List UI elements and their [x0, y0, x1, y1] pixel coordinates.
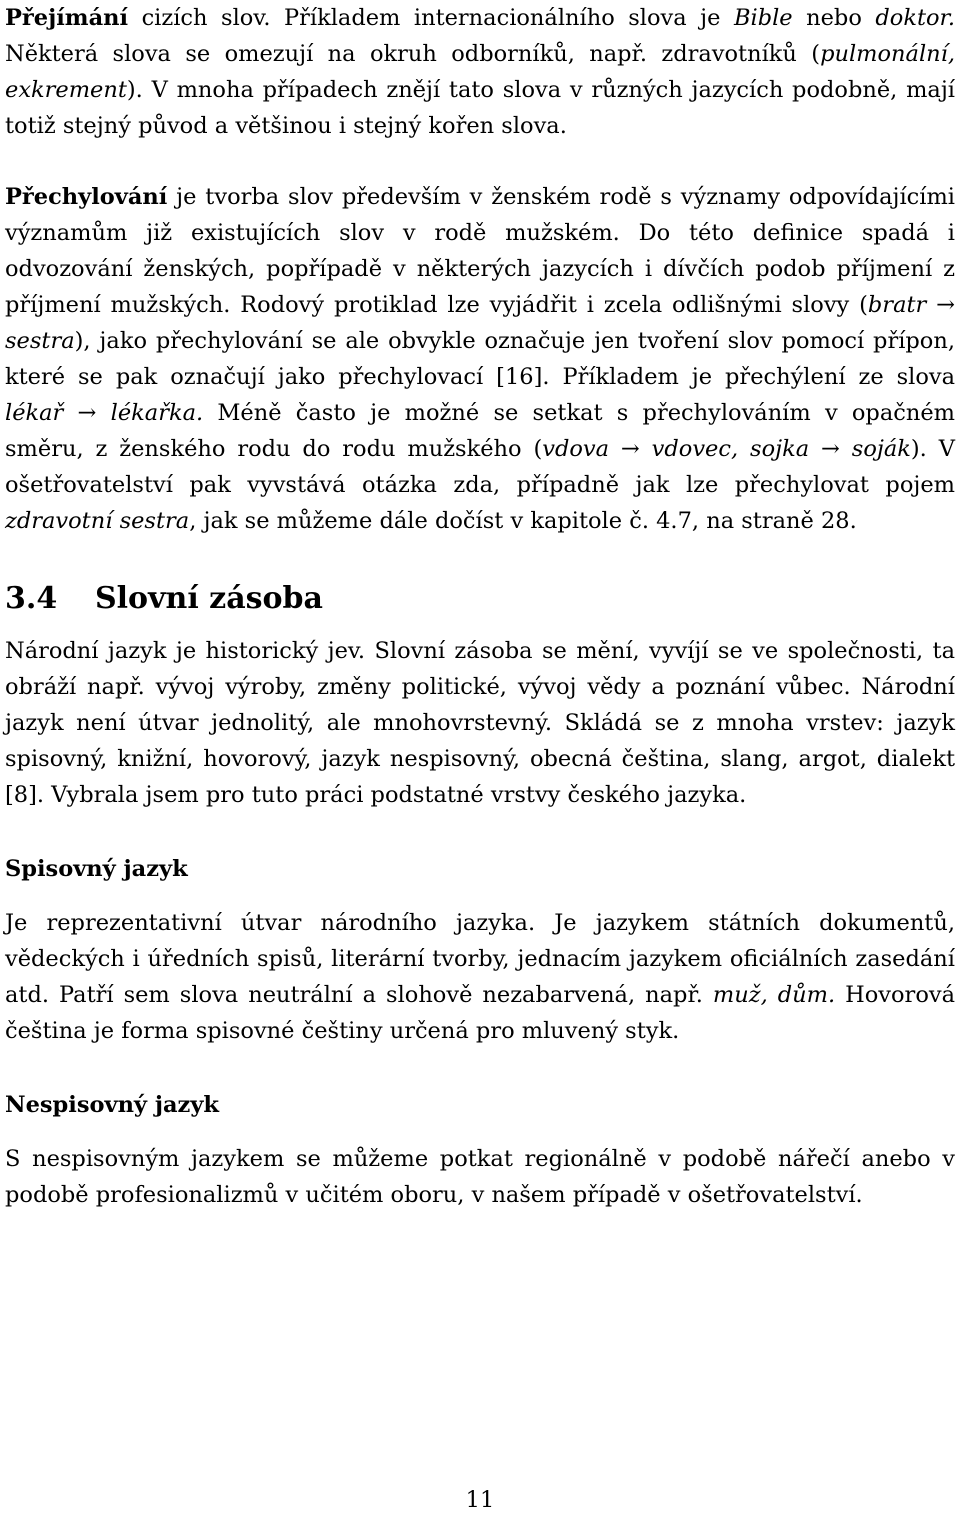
text: Je reprezentativní útvar národního jazyka. Je jazykem státních dokumentů, vědeckých i úředních spisů, literární tvorby, jednacím jazykem oficiálních zasedání atd. Patří sem slova neutrální a slohově nezabarvená, např.: [5, 910, 955, 1008]
italic-text: Bible: [733, 5, 793, 31]
italic-text: zdravotní sestra: [5, 508, 190, 534]
page-number: 11: [465, 1487, 495, 1513]
text: , jak se můžeme dále dočíst v kapitole č. 4.7, na straně 28.: [189, 508, 857, 534]
subsection-heading-spisovny: Spisovný jazyk: [5, 856, 188, 882]
paragraph-slovni-zasoba: Národní jazyk je historický jev. Slovní zásoba se mění, vyvíjí se ve společnosti, ta obráží např. vývoj výroby, změny politické, vývoj vědy a poznání vůbec. Národní jazyk není útvar jednolitý, ale mnohovrstevný. Skládá se z mnoha vrstev: jazyk spisovný, knižní, hovorový, jazyk nespisovný, obecná čeština, slang, argot, dialekt [8]. Vybrala jsem pro tuto práci podstatné vrstvy českého jazyka.: [5, 638, 955, 808]
text: je tvorba slov především v ženském rodě s významy odpovídajícími významům již existujících slov v rodě mužském. Do této definice spadá i odvozování ženských, popřípadě v některých jazycích i dívčích podob příjmení z příjmení mužských. Rodový protiklad lze vyjádřit i zcela odlišnými slovy (: [5, 184, 955, 318]
section-heading: [5, 579, 955, 619]
text: Hovorová čeština je forma spisovné češtiny určená pro mluvený styk.: [5, 982, 955, 1044]
italic-text: bratr → sestra: [5, 292, 955, 354]
text: ). V mnoha případech znějí tato slova v různých jazycích podobně, mají totiž stejný původ a většinou i stejný kořen slova.: [5, 77, 955, 139]
paragraph-prejimani: [5, 0, 955, 144]
text: ), jako přechylování se ale obvykle označuje jen tvoření slov pomocí přípon, které se pak označují jako přechylovací [16]. Příkladem je přechýlení ze slova: [5, 328, 955, 390]
text: nebo: [792, 5, 876, 31]
term-prejimani: Přejímání: [5, 5, 129, 31]
subsection-heading-nespisovny: Nespisovný jazyk: [5, 1092, 220, 1118]
paragraph-nespisovny: S nespisovným jazykem se můžeme potkat regionálně v podobě nářečí anebo v podobě profesionalizmů v učitém oboru, v našem případě v ošetřovatelství.: [5, 1146, 955, 1208]
paragraph-spisovny: [5, 905, 955, 1049]
italic-text: pulmonální, exkrement: [5, 41, 955, 103]
italic-text: doktor.: [875, 5, 955, 31]
text: Méně často je možné se setkat s přechylováním v opačném směru, z ženského rodu do rodu mužského (: [5, 400, 955, 462]
text: Některá slova se omezují na okruh odborníků, např. zdravotníků (: [5, 41, 821, 67]
paragraph-prechylovani: [5, 179, 955, 539]
document-page: [5, 0, 955, 1213]
text: ). V ošetřovatelství pak vyvstává otázka zda, případně jak lze přechylovat pojem: [5, 436, 955, 498]
text: cizích slov. Příkladem internacionálního slova je: [128, 5, 734, 31]
term-prechylovani: Přechylování: [5, 184, 168, 210]
italic-text: muž, dům.: [712, 982, 836, 1008]
section-number: 3.4: [5, 581, 58, 616]
section-title: Slovní zásoba: [95, 581, 323, 616]
italic-text: lékař → lékařka.: [5, 400, 204, 426]
italic-text: vdova → vdovec, sojka → soják: [542, 436, 911, 462]
